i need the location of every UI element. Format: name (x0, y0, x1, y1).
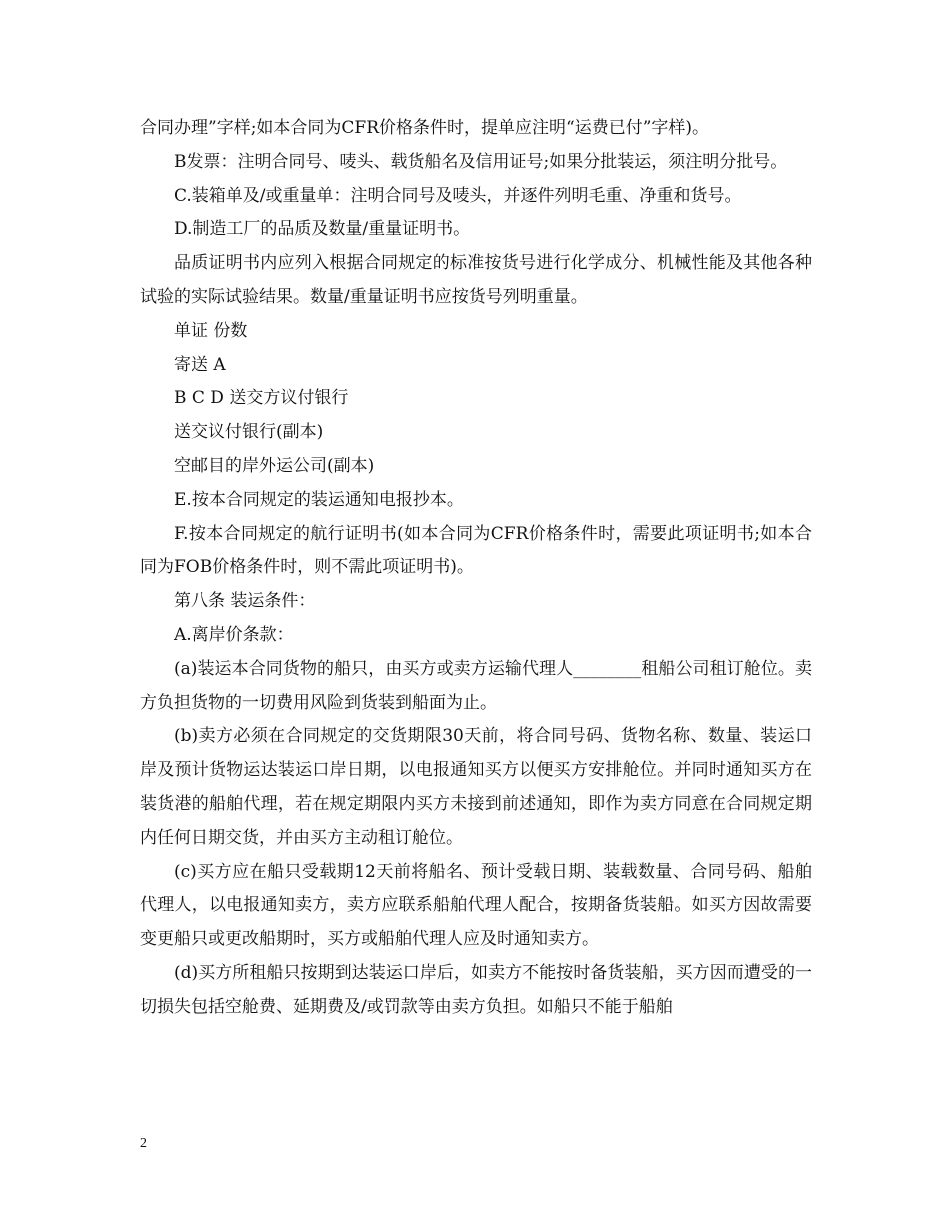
paragraph-navigation-certificate: F.按本合同规定的航行证明书(如本合同为CFR价格条件时，需要此项证明书;如本合同为FOB价格条件时，则不需此项证明书)。 (140, 523, 812, 578)
paragraph-quality-certificate: D.制造工厂的品质及数量/重量证明书。 (174, 219, 471, 240)
paragraph-clause-a: (a)装运本合同货物的船只，由买方或卖方运输代理人________租船公司租订舱位。卖方负担货物的一切费用风险到货装到船面为止。 (140, 658, 812, 713)
page-number: 2 (140, 1136, 147, 1151)
paragraph-clause-d: (d)买方所租船只按期到达装运口岸后，如卖方不能按时备货装船，买方因而遭受的一切损失包括空舱费、延期费及/或罚款等由卖方负担。如船只不能于船舶 (140, 962, 812, 1017)
paragraph-documents-copies: 单证 份数 (174, 320, 248, 341)
paragraph-packing-list: C.装箱单及/或重量单：注明合同号及唛头，并逐件列明毛重、净重和货号。 (174, 185, 742, 206)
paragraph-invoice: B发票：注明合同号、唛头、载货船名及信用证号;如果分批装运，须注明分批号。 (174, 151, 788, 172)
paragraph-clause-c: (c)买方应在船只受载期12天前将船名、预计受载日期、装载数量、合同号码、船舶代理人，以电报通知卖方，卖方应联系船舶代理人配合，按期备货装船。如买方因故需要变更船只或更改船期时，买方或船舶代理人应及时通知卖方。 (140, 861, 812, 950)
section-heading-article-8: 第八条 装运条件： (174, 591, 316, 612)
paragraph-send-bank-copy: 送交议付银行(副本) (174, 422, 324, 443)
paragraph-bill-of-lading-continued: 合同办理”字样;如本合同为CFR价格条件时，提单应注明“运费已付”字样)。 (140, 118, 710, 138)
paragraph-certificate-contents: 品质证明书内应列入根据合同规定的标准按货号进行化学成分、机械性能及其他各种试验的实际试验结果。数量/重量证明书应按货号列明重量。 (140, 253, 812, 307)
body-text (140, 112, 812, 1025)
paragraph-shipping-advice: E.按本合同规定的装运通知电报抄本。 (174, 489, 464, 510)
paragraph-airmail-copy: 空邮目的岸外运公司(副本) (174, 455, 375, 476)
paragraph-clause-b: (b)卖方必须在合同规定的交货期限30天前，将合同号码、货物名称、数量、装运口岸及预计货物运达装运口岸日期，以电报通知买方以便买方安排舱位。并同时通知买方在装货港的船舶代理，若在规定期限内买方未接到前述通知，即作为卖方同意在合同规定期内任何日期交货，并由买方主动租订舱位。 (140, 726, 812, 848)
paragraph-send-a: 寄送 A (174, 354, 226, 375)
paragraph-send-bcd: B C D 送交方议付银行 (174, 388, 349, 409)
subheading-fob-terms: A.离岸价条款： (174, 624, 294, 645)
